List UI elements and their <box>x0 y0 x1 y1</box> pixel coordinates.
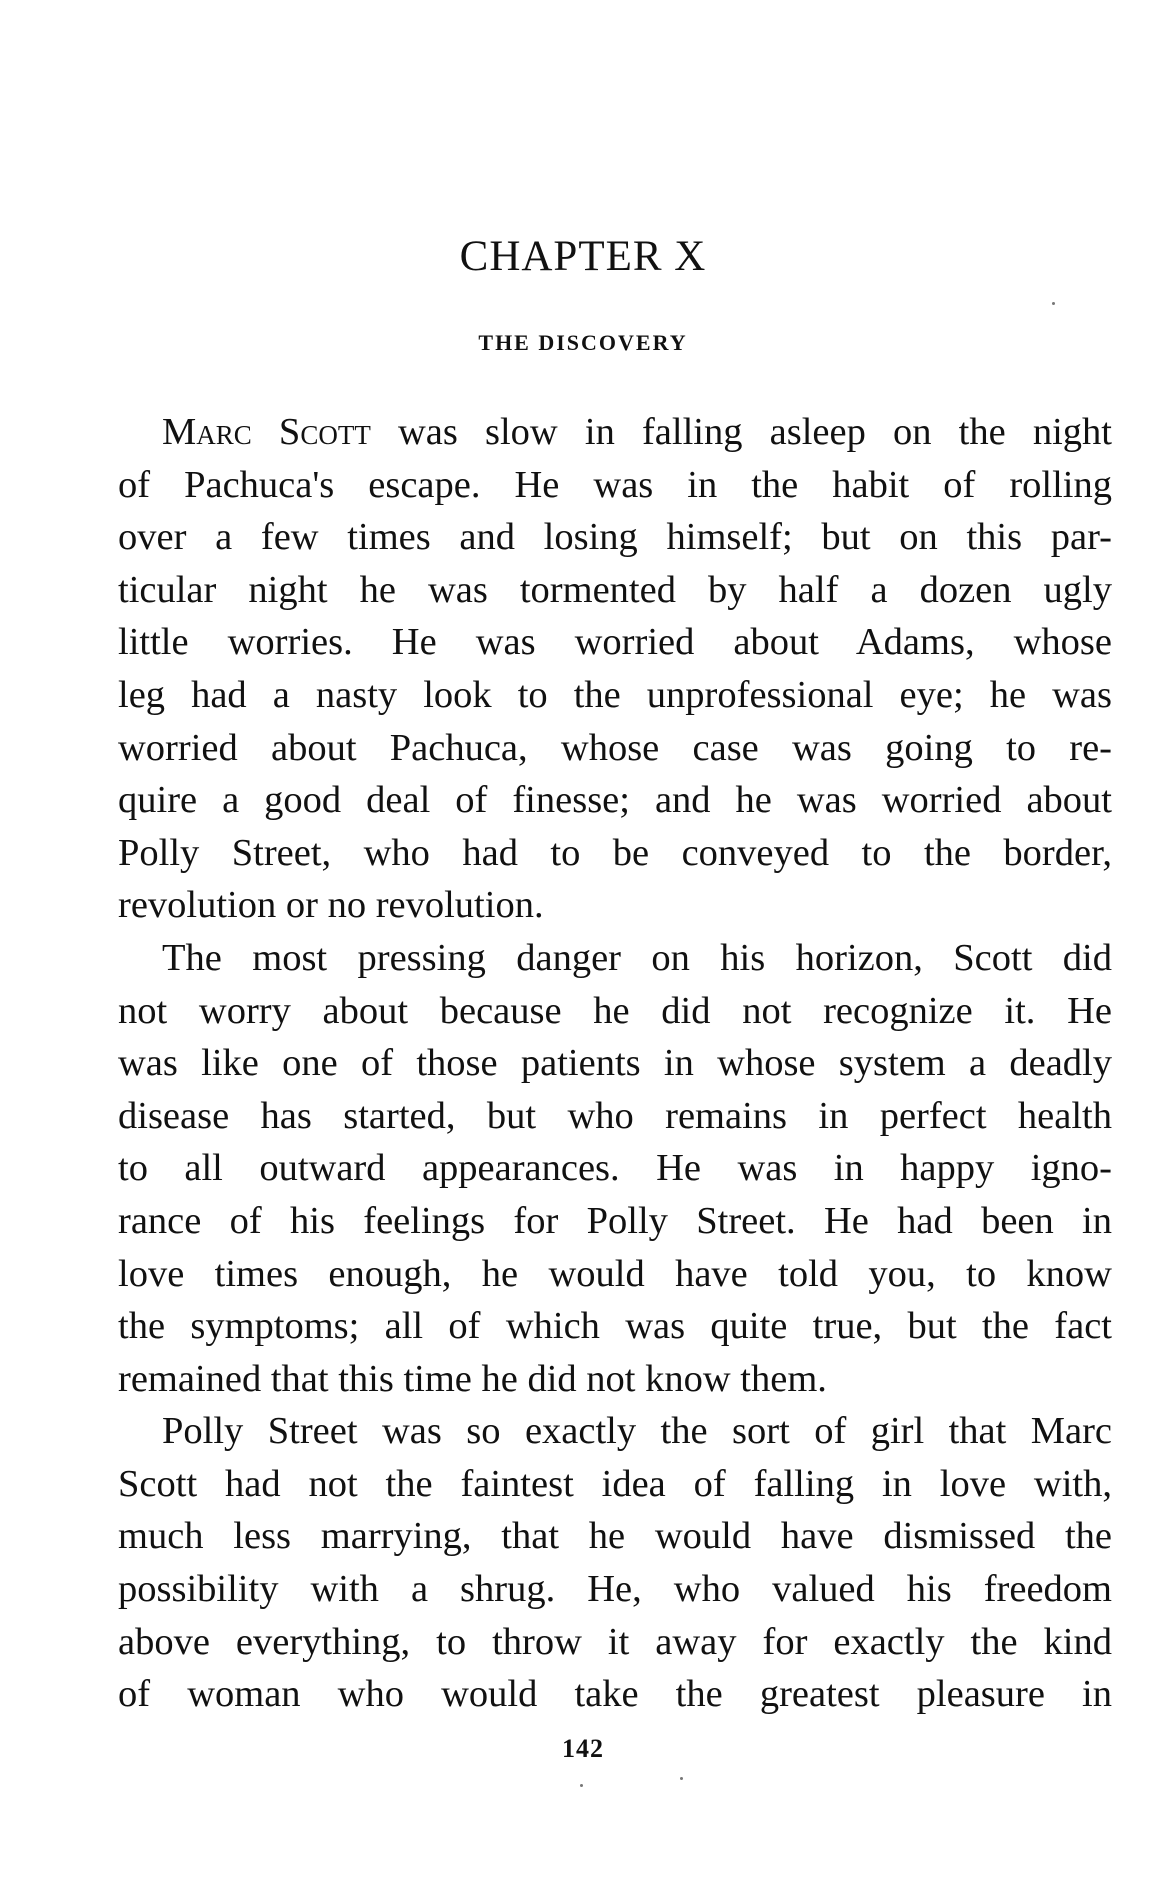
print-speck <box>680 1777 683 1780</box>
opening-smallcaps: Marc Scott <box>162 411 371 453</box>
text-line: above everything, to throw it away for exactly the kind <box>118 1620 1112 1663</box>
text-line: ticular night he was tormented by half a dozen ugly <box>118 568 1112 611</box>
print-speck <box>1052 302 1055 305</box>
text-line: rance of his feelings for Polly Street. He had been in <box>118 1199 1112 1242</box>
text-line: revolution or no revolution. <box>118 884 544 927</box>
print-speck <box>580 1784 583 1787</box>
text-line: Polly Street was so exactly the sort of girl that Marc <box>162 1410 1112 1453</box>
text-line: Polly Street, who had to be conveyed to the border, <box>118 831 1112 874</box>
chapter-subtitle: THE DISCOVERY <box>478 330 688 355</box>
text-line: not worry about because he did not recognize it. He <box>118 989 1112 1032</box>
chapter-title: CHAPTER X <box>459 233 707 280</box>
text-line <box>118 406 1112 459</box>
text-line: of Pachuca's escape. He was in the habit of rolling <box>118 463 1112 506</box>
text-line: little worries. He was worried about Adams, whose <box>118 621 1112 664</box>
page-number: 142 <box>562 1734 604 1763</box>
text-line: over a few times and losing himself; but on this par- <box>118 516 1112 559</box>
text-line: possibility with a shrug. He, who valued his freedom <box>118 1568 1112 1611</box>
body-text <box>118 406 1112 1721</box>
text-line: The most pressing danger on his horizon, Scott did <box>162 936 1112 979</box>
text-line: was like one of those patients in whose system a deadly <box>118 1042 1112 1085</box>
text-line: quire a good deal of finesse; and he was worried about <box>118 779 1112 822</box>
text-line: to all outward appearances. He was in happy igno- <box>118 1147 1112 1190</box>
text-line: of woman who would take the greatest pleasure in <box>118 1673 1112 1716</box>
text-line: disease has started, but who remains in perfect health <box>118 1094 1112 1137</box>
text-line: leg had a nasty look to the unprofessional eye; he was <box>118 673 1112 716</box>
text-line: the symptoms; all of which was quite true, but the fact <box>118 1305 1112 1348</box>
text-line: remained that this time he did not know them. <box>118 1357 827 1400</box>
text-line: Scott had not the faintest idea of falling in love with, <box>118 1462 1112 1505</box>
text-line: love times enough, he would have told you, to know <box>118 1252 1112 1295</box>
text-line: worried about Pachuca, whose case was going to re- <box>118 726 1112 769</box>
text-line-content: was slow in falling asleep on the night <box>370 411 1112 453</box>
text-line: much less marrying, that he would have dismissed the <box>118 1515 1112 1558</box>
